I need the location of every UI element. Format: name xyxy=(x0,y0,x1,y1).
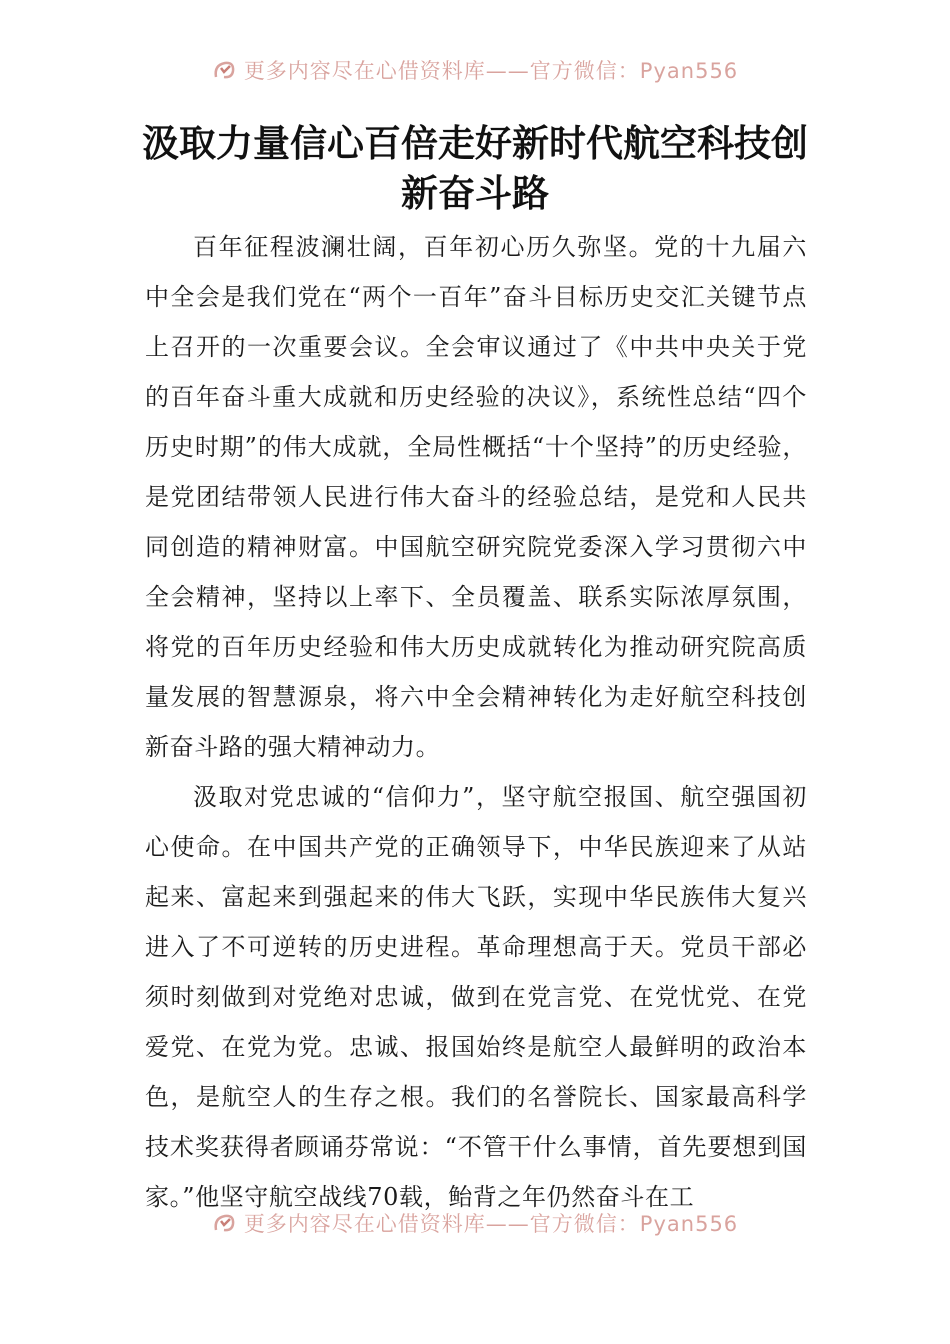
document-body xyxy=(145,222,807,1222)
logo-icon xyxy=(212,1210,238,1236)
watermark-bottom xyxy=(0,1208,950,1238)
watermark-text: 更多内容尽在心借资料库——官方微信：Pyan556 xyxy=(243,1212,739,1236)
paragraph: 汲取对党忠诚的“信仰力”，坚守航空报国、航空强国初心使命。在中国共产党的正确领导下，中华民族迎来了从站起来、富起来到强起来的伟大飞跃，实现中华民族伟大复兴进入了不可逆转的历史进程。革命理想高于天。党员干部必须时刻做到对党绝对忠诚，做到在党言党、在党忧党、在党爱党、在党为党。忠诚、报国始终是航空人最鲜明的政治本色，是航空人的生存之根。我们的名誉院长、国家最高科学技术奖获得者顾诵芬常说：“不管干什么事情，首先要想到国家。”他坚守航空战线70载，鲐背之年仍然奋斗在工 xyxy=(145,783,807,1211)
watermark-text: 更多内容尽在心借资料库——官方微信：Pyan556 xyxy=(243,59,739,83)
document-title: 汲取力量信心百倍走好新时代航空科技创新奋斗路 xyxy=(142,121,808,215)
logo-icon xyxy=(212,57,238,83)
watermark-top xyxy=(0,55,950,85)
paragraph: 百年征程波澜壮阔，百年初心历久弥坚。党的十九届六中全会是我们党在“两个一百年”奋斗目标历史交汇关键节点上召开的一次重要会议。全会审议通过了《中共中央关于党的百年奋斗重大成就和历史经验的决议》，系统性总结“四个历史时期”的伟大成就，全局性概括“十个坚持”的历史经验，是党团结带领人民进行伟大奋斗的经验总结，是党和人民共同创造的精神财富。中国航空研究院党委深入学习贯彻六中全会精神，坚持以上率下、全员覆盖、联系实际浓厚氛围，将党的百年历史经验和伟大历史成就转化为推动研究院高质量发展的智慧源泉，将六中全会精神转化为走好航空科技创新奋斗路的强大精神动力。 xyxy=(145,233,807,761)
